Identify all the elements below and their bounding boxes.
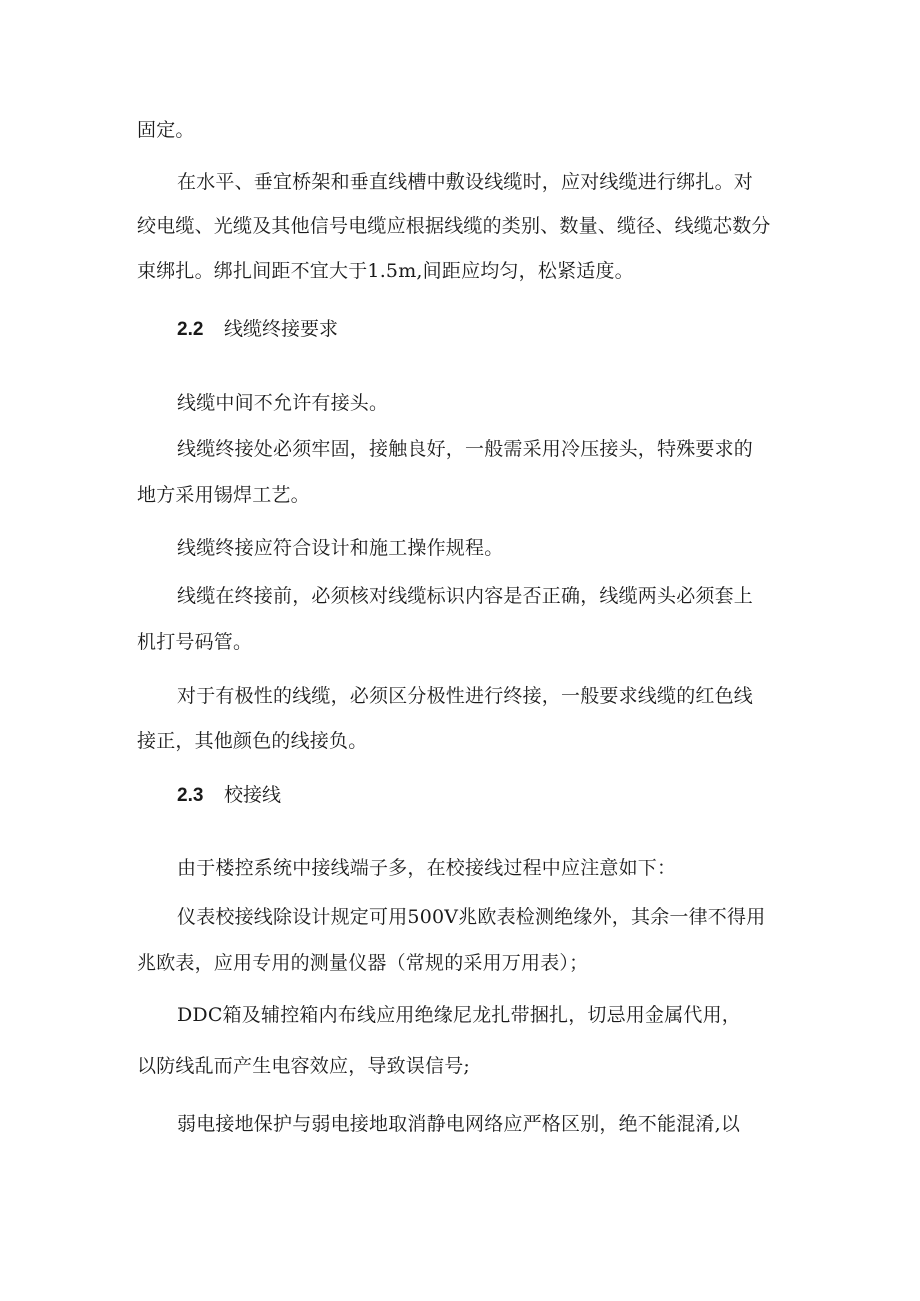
- paragraph-line: 线缆终接应符合设计和施工操作规程。: [177, 537, 504, 559]
- section-number: 2.2: [177, 319, 204, 340]
- paragraph-line: 绞电缆、光缆及其他信号电缆应根据线缆的类别、数量、缆径、线缆芯数分: [137, 215, 771, 237]
- paragraph-line: 以防线乱而产生电容效应，导致误信号;: [137, 1055, 471, 1077]
- section-title: 线缆终接要求: [224, 318, 339, 340]
- paragraph-line: 仪表校接线除设计规定可用500V兆欧表检测绝缘外，其余一律不得用: [177, 906, 766, 928]
- section-heading-2-2: [177, 317, 338, 342]
- section-heading-2-3: [177, 783, 281, 808]
- paragraph-line: 束绑扎。绑扎间距不宜大于1.5m,间距应均匀，松紧适度。: [137, 260, 634, 282]
- paragraph-line: 固定。: [137, 119, 195, 141]
- paragraph-line: 由于楼控系统中接线端子多，在校接线过程中应注意如下：: [177, 857, 677, 879]
- paragraph-line: 兆欧表，应用专用的测量仪器（常规的采用万用表）；: [137, 952, 589, 974]
- paragraph-line: 对于有极性的线缆，必须区分极性进行终接，一般要求线缆的红色线: [177, 685, 754, 707]
- section-number: 2.3: [177, 785, 204, 806]
- paragraph-line: 线缆中间不允许有接头。: [177, 392, 389, 414]
- paragraph-line: 接正，其他颜色的线接负。: [137, 730, 368, 752]
- paragraph-line: 线缆在终接前，必须核对线缆标识内容是否正确，线缆两头必须套上: [177, 585, 754, 607]
- paragraph-line: 弱电接地保护与弱电接地取消静电网络应严格区别，绝不能混淆,以: [177, 1113, 741, 1135]
- section-title: 校接线: [224, 784, 282, 806]
- paragraph-line: DDC箱及辅控箱内布线应用绝缘尼龙扎带捆扎，切忌用金属代用，: [177, 1004, 742, 1026]
- paragraph-line: 在水平、垂宜桥架和垂直线槽中敷设线缆时，应对线缆进行绑扎。对: [177, 171, 754, 193]
- paragraph-line: 线缆终接处必须牢固，接触良好，一般需采用冷压接头，特殊要求的: [177, 438, 754, 460]
- paragraph-line: 机打号码管。: [137, 631, 253, 653]
- paragraph-line: 地方采用锡焊工艺。: [137, 484, 310, 506]
